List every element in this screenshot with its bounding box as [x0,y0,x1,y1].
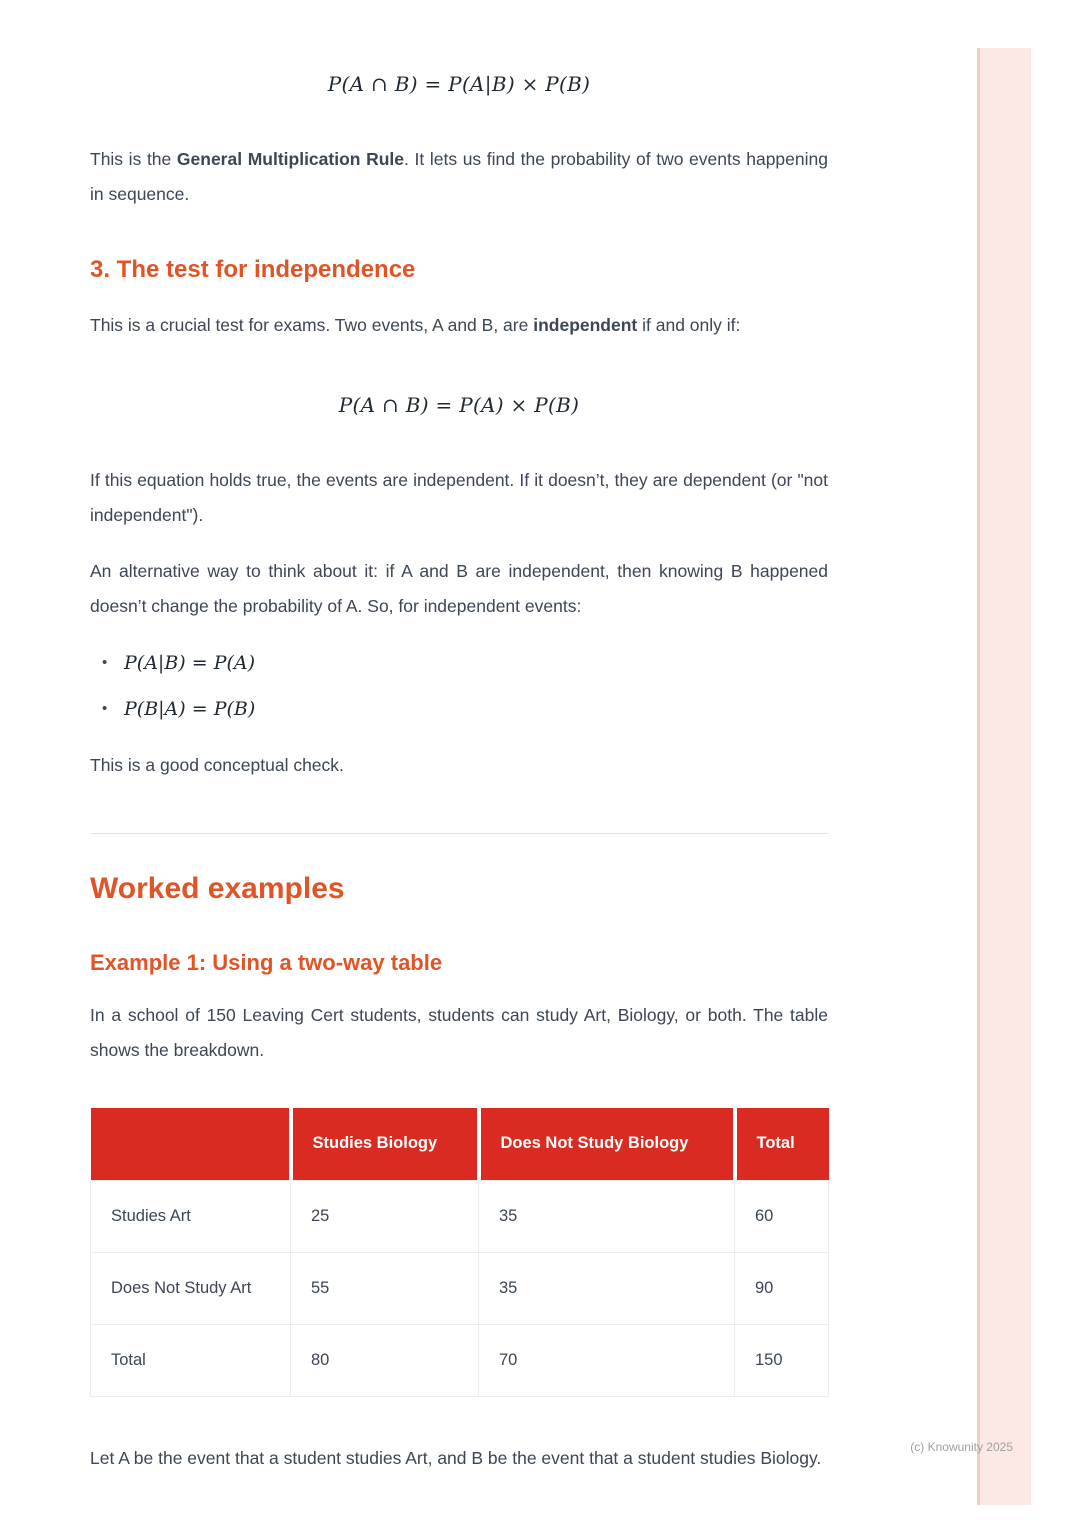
table-header-does-not-study-biology: Does Not Study Biology [479,1108,735,1180]
text-segment: if and only if: [637,315,741,335]
right-margin-highlight-strip [977,48,1031,1505]
table-row-studies-art [91,1180,829,1252]
text-segment: This is the [90,149,177,169]
formula-independence-test: P(A ∩ B) = P(A) × P(B) [338,393,580,417]
formula-general-multiplication: P(A ∩ B) = P(A|B) × P(B) [327,72,591,96]
table-head [91,1108,829,1180]
math-expression: P(A|B) = P(A) [124,652,256,674]
text-segment: This is a crucial test for exams. Two events, A and B, are [90,315,534,335]
table-cell: 60 [735,1180,829,1252]
paragraph-equation-holds: If this equation holds true, the events are independent. If it doesn’t, they are dependent (or "not independent"). [90,470,828,525]
list-item-conditional-b [102,696,828,724]
row-label: Does Not Study Art [91,1252,291,1324]
table-header-empty [91,1108,291,1180]
row-label: Total [91,1324,291,1396]
text-segment: . It lets us find the probability of two events happening in sequence. [90,149,828,204]
document-content [90,0,828,1476]
heading-test-for-independence: 3. The test for independence [90,256,416,283]
table-header-studies-biology: Studies Biology [291,1108,479,1180]
paragraph-alternative-view: An alternative way to think about it: if A and B are independent, then knowing B happened doesn’t change the probability of A. So, for independent events: [90,561,828,616]
table-row-does-not-study-art [91,1252,829,1324]
list-item-conditional-a [102,650,828,678]
paragraph-multiplication-rule [90,142,828,212]
table-cell: 55 [291,1252,479,1324]
table-cell: 90 [735,1252,829,1324]
two-way-table [90,1108,829,1397]
table-body [91,1180,829,1396]
copyright-watermark: (c) Knowunity 2025 [910,1440,1013,1454]
row-label: Studies Art [91,1180,291,1252]
independence-properties-list [90,650,828,724]
math-expression: P(B|A) = P(B) [124,698,256,720]
bold-independent: independent [533,315,638,335]
table-header-row [91,1108,829,1180]
paragraph-conceptual-check: This is a good conceptual check. [90,755,344,775]
heading-example-1: Example 1: Using a two-way table [90,950,443,975]
heading-worked-examples: Worked examples [90,872,345,905]
bold-general-multiplication-rule: General Multiplication Rule [176,149,405,169]
table-cell: 25 [291,1180,479,1252]
table-cell: 70 [479,1324,735,1396]
paragraph-crucial-test [90,308,828,343]
table-row-total [91,1324,829,1396]
paragraph-define-events: Let A be the event that a student studies Art, and B be the event that a student studies Biology. [90,1447,822,1468]
table-cell: 150 [735,1324,829,1396]
table-cell: 80 [291,1324,479,1396]
table-header-total: Total [735,1108,829,1180]
paragraph-example-intro: In a school of 150 Leaving Cert students, students can study Art, Biology, or both. The table shows the breakdown. [90,1005,828,1060]
table-cell: 35 [479,1180,735,1252]
section-divider [90,833,828,834]
table-cell: 35 [479,1252,735,1324]
